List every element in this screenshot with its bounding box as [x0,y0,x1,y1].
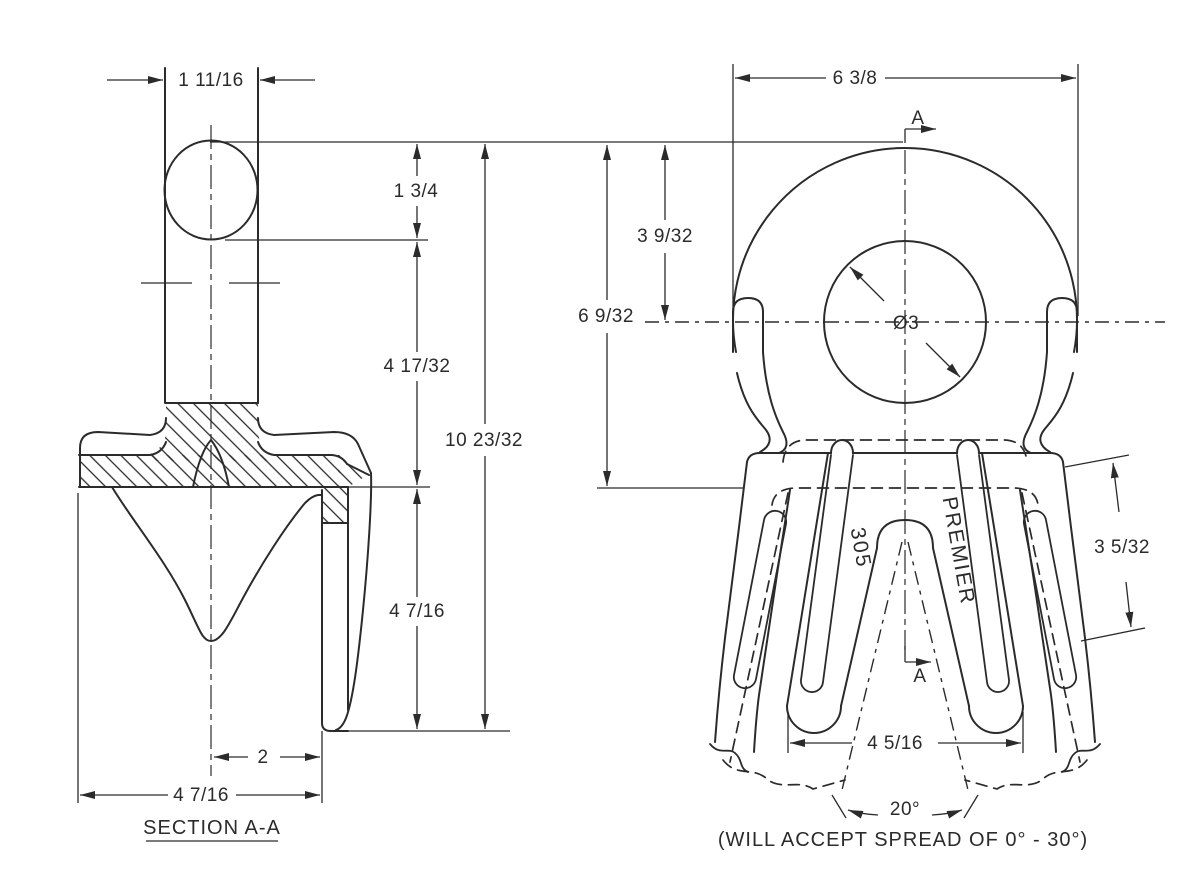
dim-eye-width: 6 3/8 [832,68,878,89]
bell-section-hatch-stem [148,402,276,461]
leg-saddle-curve [112,487,322,641]
bell-section-hatch-band [79,455,340,487]
section-view [79,68,371,776]
dim-base-width: 4 7/16 [173,785,229,806]
dim-leg-length: 3 5/32 [1094,537,1150,558]
outer-right-leg-outer-edge [1063,462,1095,742]
dim-hole-diameter: Ø3 [892,313,920,334]
dim-shank-length: 4 17/32 [383,356,451,377]
break-line-left [710,744,748,772]
right-ear [1047,298,1077,352]
dim-center-offset: 2 [257,747,269,768]
front-right-leg-bottom [969,706,1023,733]
front-left-leg-bottom [787,706,841,733]
dim-eye-total-height: 6 9/32 [578,306,634,327]
left-ear [733,298,763,352]
dim-overall-height: 10 23/32 [445,430,523,451]
dim-spread-angle: 20° [889,799,921,820]
section-marker-top: A [911,108,925,129]
section-marker-bottom: A [913,666,927,687]
bell-section-hatch-step [322,487,348,523]
outer-left-leg-outer-edge [715,462,747,742]
dim-leg-span: 4 5/16 [867,733,923,754]
dim-lower-height: 4 7/16 [389,601,445,622]
right-bar-left-edge [322,490,348,731]
cast-marking-brand: PREMIER [937,494,980,607]
section-view-label: SECTION A-A [143,817,281,839]
annotations [143,495,1088,851]
break-line-right [1062,744,1100,772]
cast-marking-model: 305 [845,525,876,571]
dim-eye-section-width: 1 11/16 [178,70,244,91]
dim-eye-section-height: 1 3/4 [393,181,439,202]
dim-eye-center-height: 3 9/32 [637,226,693,247]
spread-note: (WILL ACCEPT SPREAD OF 0° - 30°) [717,829,1089,851]
front-view [645,148,1165,790]
